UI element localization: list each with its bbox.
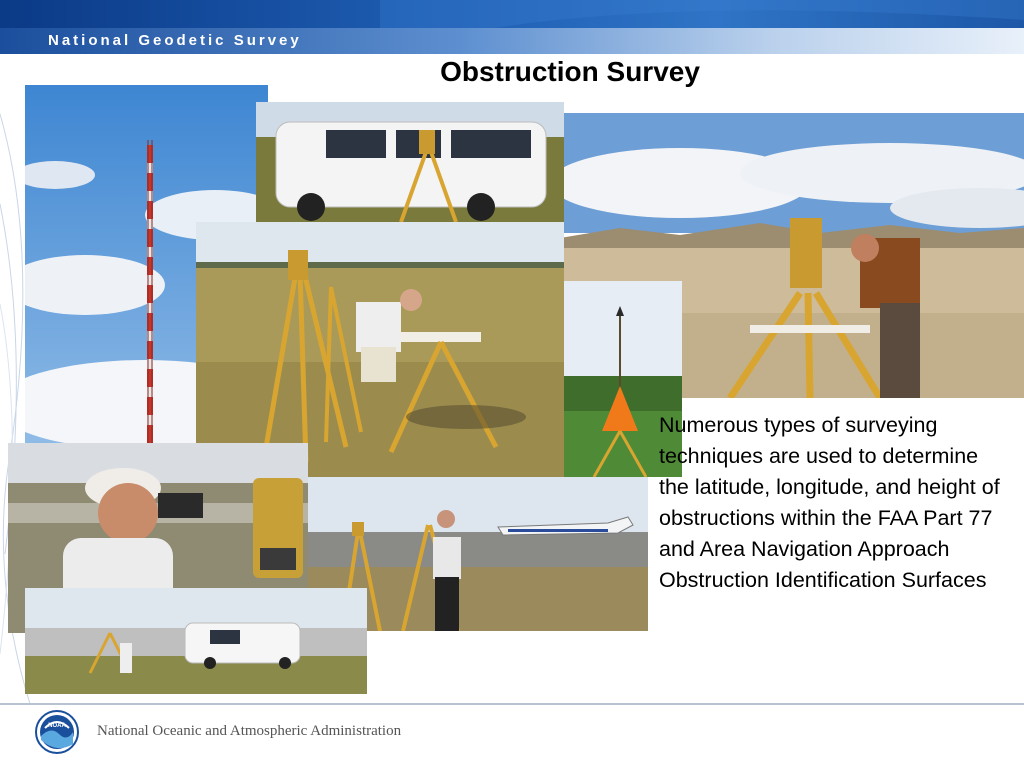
slide-body-text: Numerous types of surveying techniques are used to determine the latitude, longitude, and height of obstructions within the FAA Part 77 and Area Navigation Approach Obstruction Identification Surfaces (659, 413, 1000, 592)
slide-title: Obstruction Survey (440, 56, 700, 87)
footer-agency-name: National Oceanic and Atmospheric Administration (97, 723, 402, 739)
photo-field-survey (196, 222, 564, 477)
header-title: National Geodetic Survey (48, 32, 302, 49)
noaa-logo (35, 710, 79, 754)
footer-divider (0, 703, 1024, 705)
photo-van-tarmac (25, 588, 367, 694)
noaa-logo-text: NOAA (48, 723, 66, 729)
photo-survey-van (256, 102, 564, 222)
